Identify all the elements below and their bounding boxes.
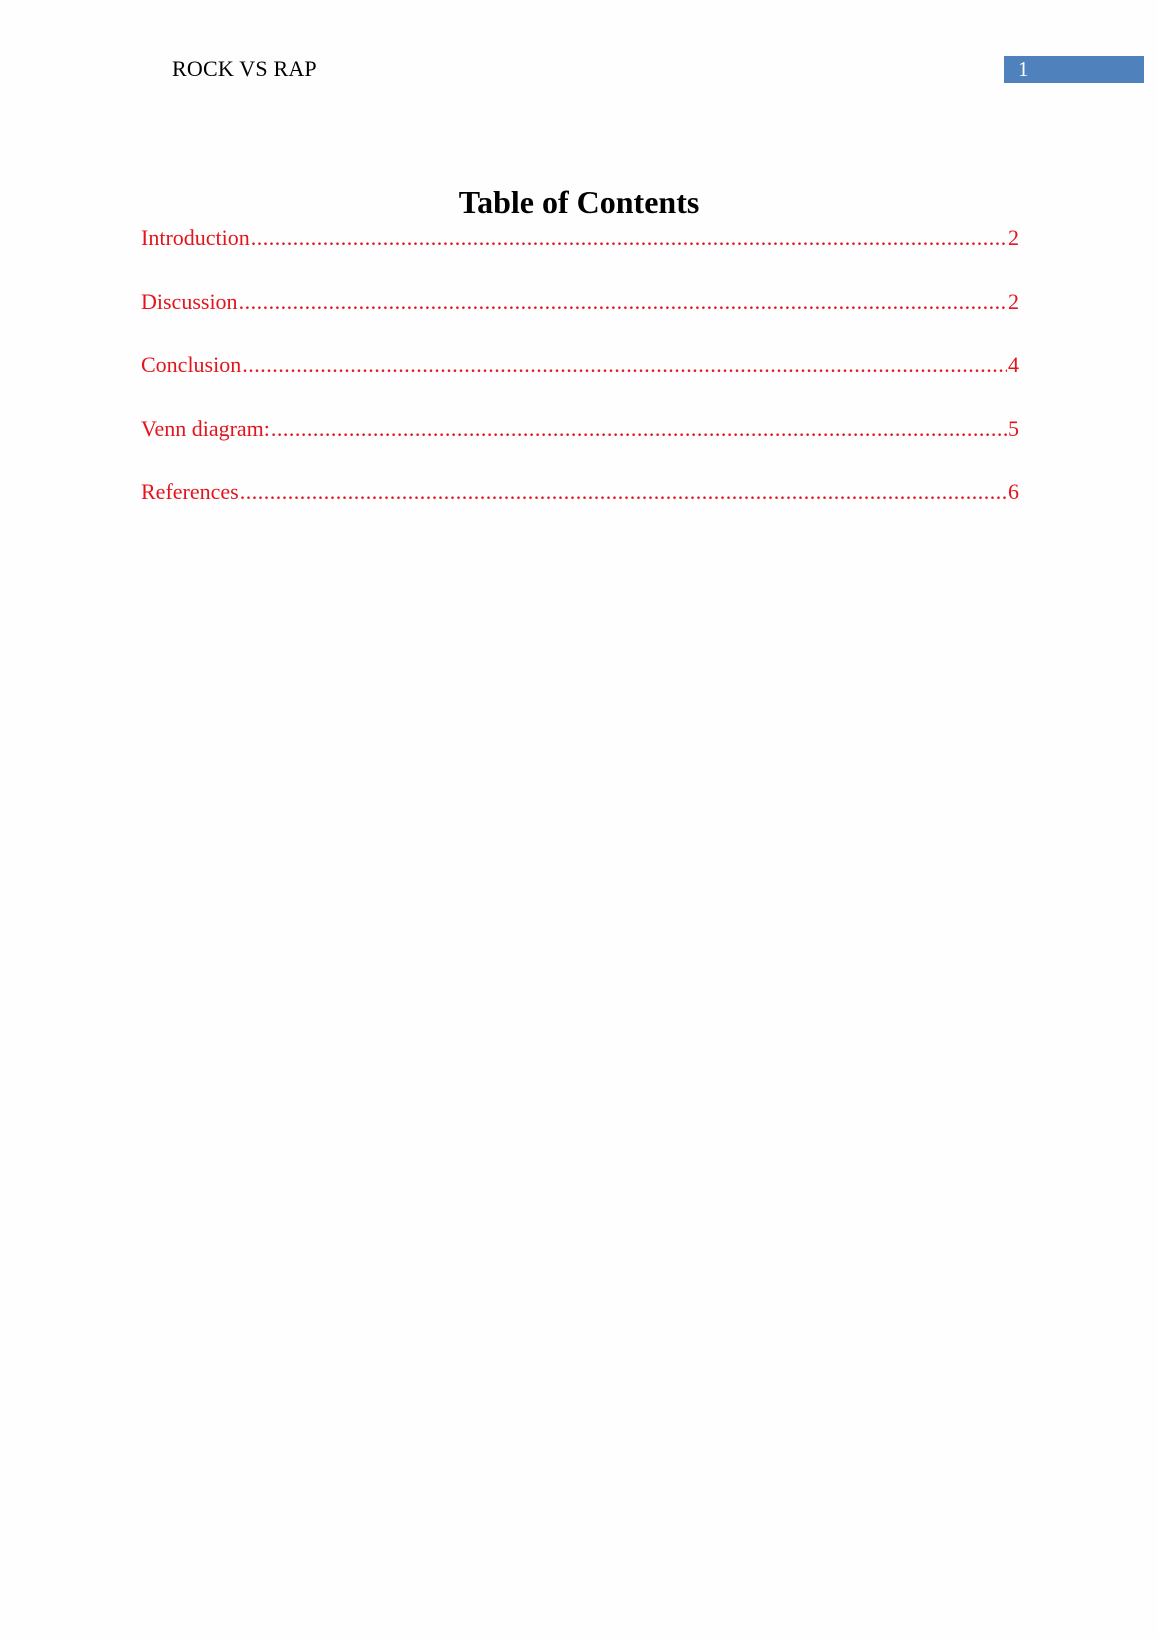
toc-entry-page: 5 [1008, 415, 1019, 441]
page-number-badge: 1 [1004, 56, 1144, 83]
toc-dot-leader [251, 225, 1007, 251]
toc-entry-label: Discussion [141, 288, 238, 314]
toc-entry-discussion[interactable] [141, 289, 1019, 353]
toc-entry-label: Introduction [141, 225, 250, 250]
toc-entry-page: 6 [1008, 479, 1019, 504]
toc-entry-introduction[interactable] [141, 225, 1019, 289]
toc-entry-references[interactable] [141, 479, 1019, 543]
toc-entry-label: Venn diagram: [141, 415, 270, 441]
toc-dot-leader [239, 289, 1007, 315]
toc-entry-page: 2 [1008, 225, 1019, 250]
toc-heading: Table of Contents [458, 184, 700, 220]
toc-entry-conclusion[interactable] [141, 352, 1019, 416]
toc-entry-venn-diagram[interactable] [141, 416, 1019, 480]
toc-dot-leader [271, 416, 1007, 442]
toc-entry-page: 2 [1008, 288, 1019, 314]
toc-entry-label: References [141, 479, 239, 504]
running-header-title: ROCK VS RAP [172, 56, 317, 81]
toc-entry-label: Conclusion [141, 352, 242, 377]
toc-entry-page: 4 [1008, 352, 1019, 377]
toc-dot-leader [242, 352, 1007, 378]
toc-list [141, 225, 1019, 543]
toc-dot-leader [240, 479, 1007, 505]
